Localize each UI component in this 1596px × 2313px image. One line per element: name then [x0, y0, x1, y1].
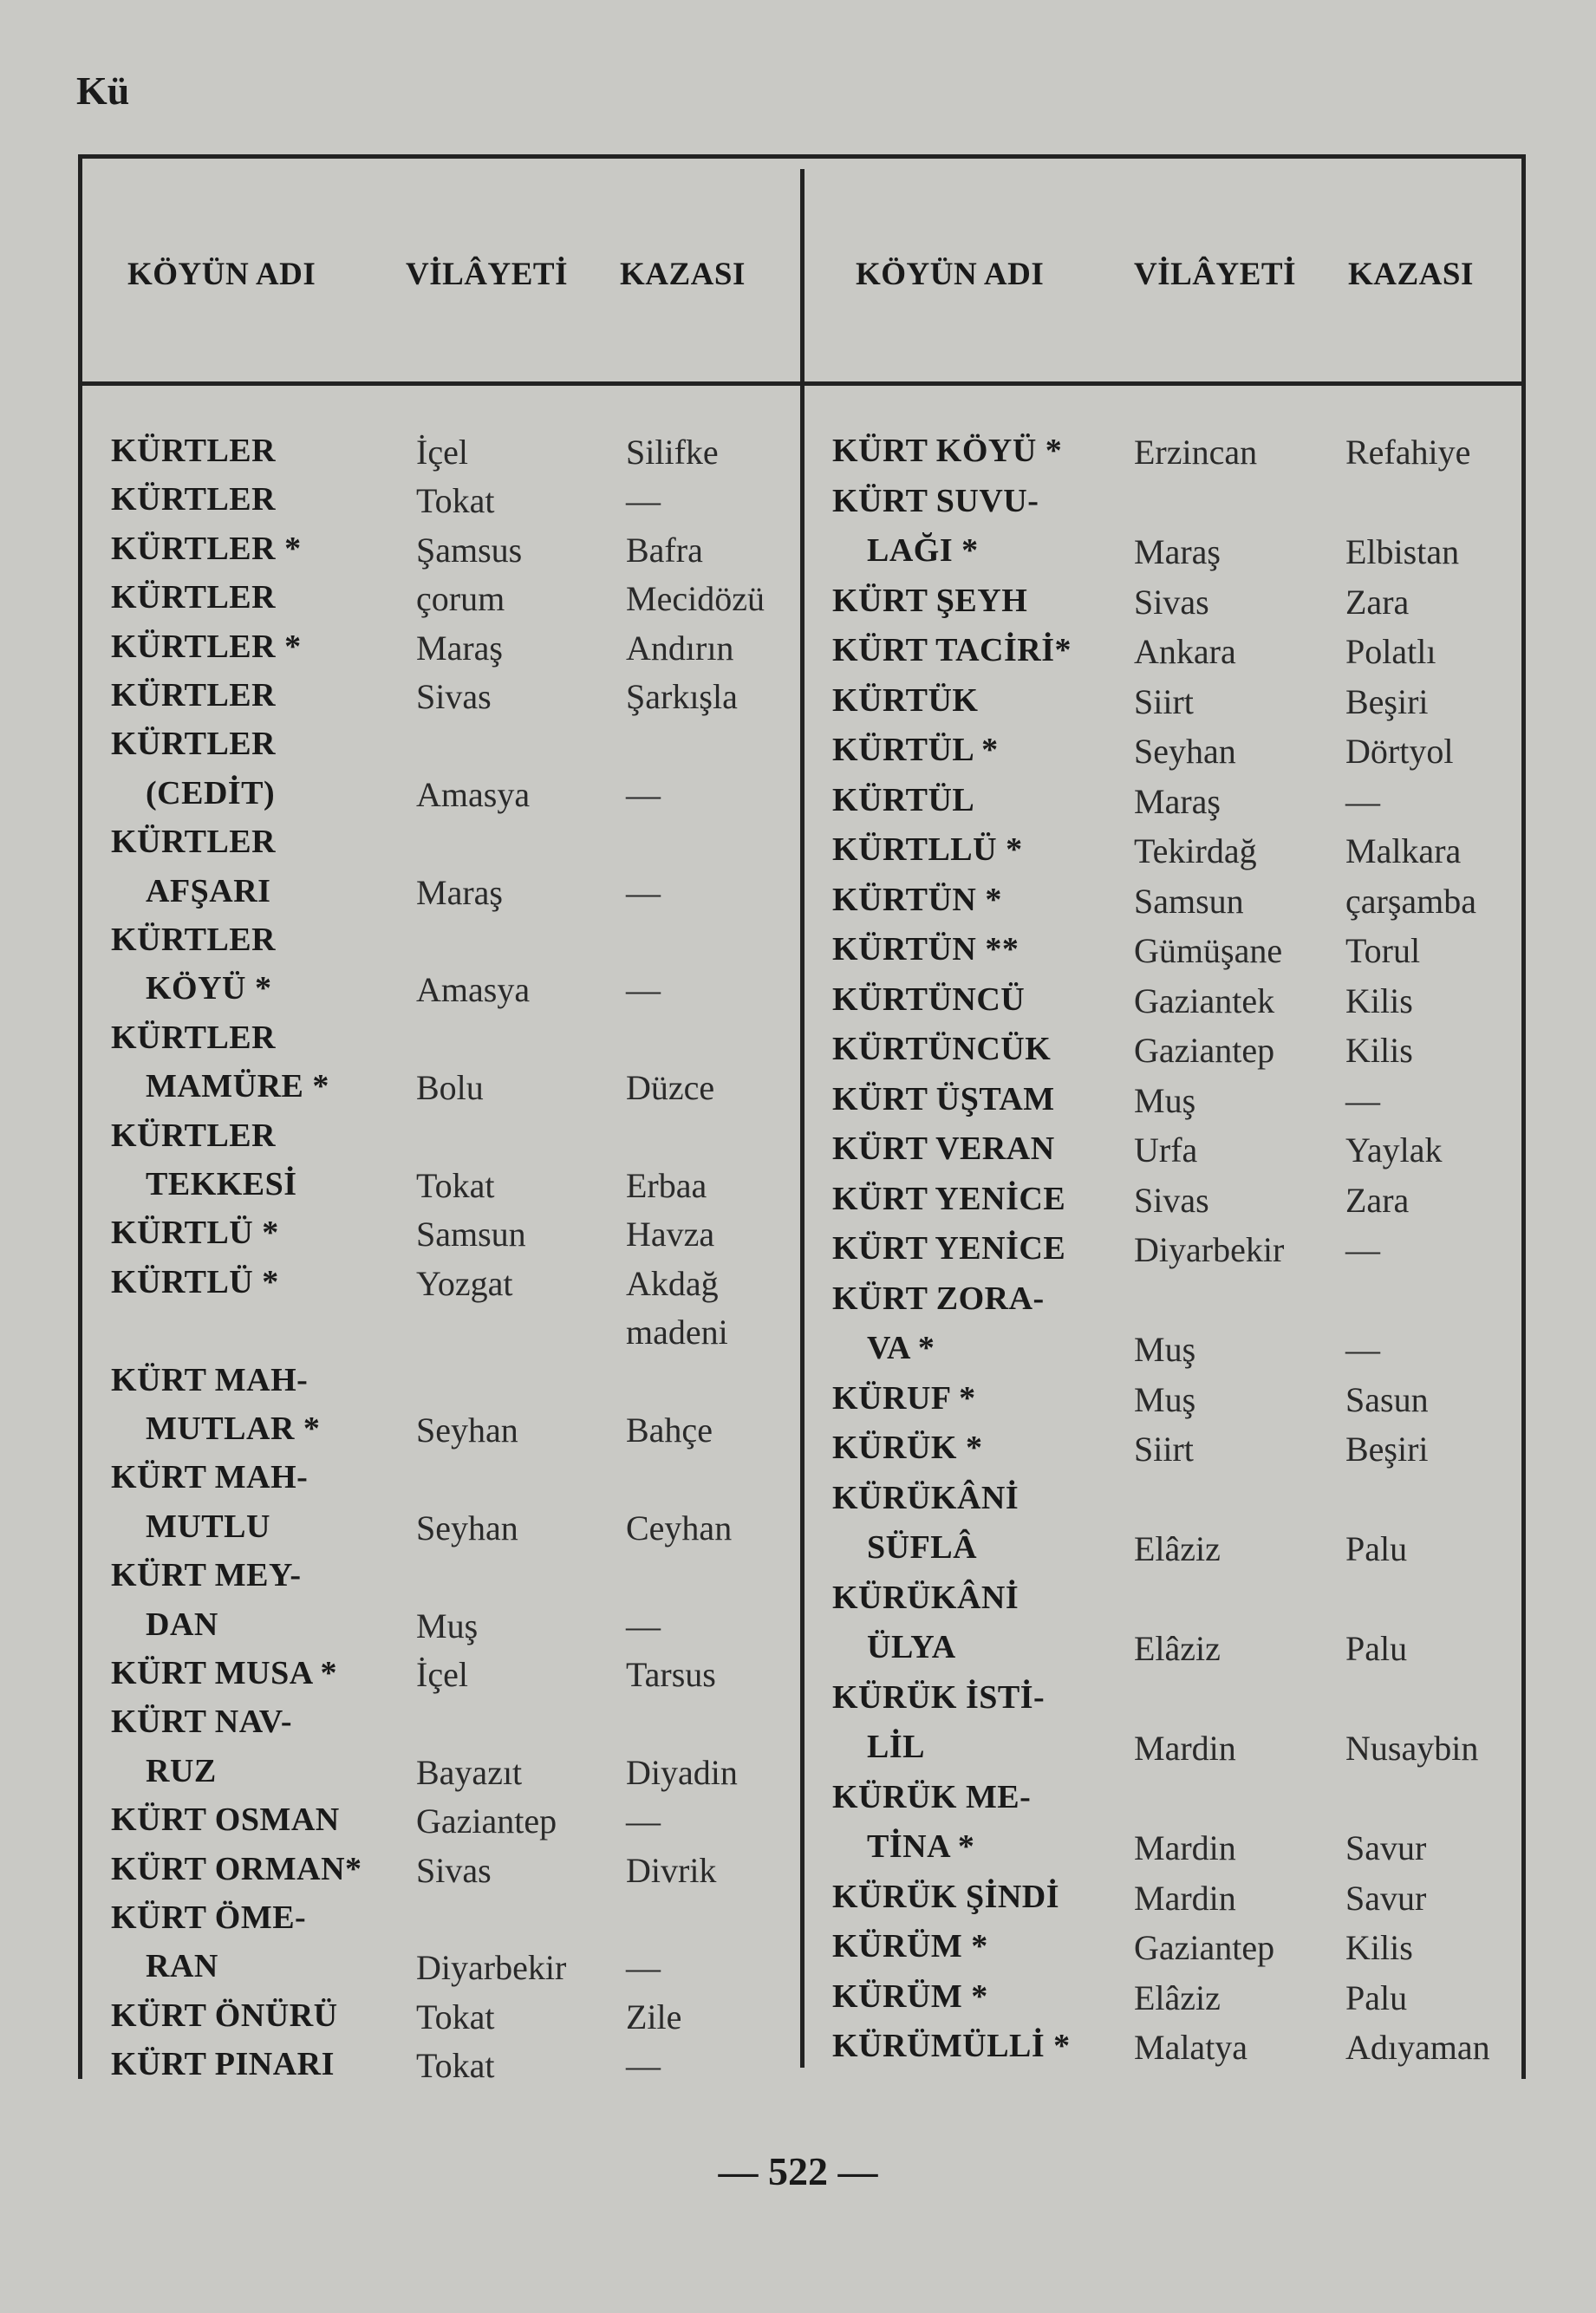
district-name: Şarkışla: [626, 677, 738, 716]
village-name: KÜRT MEY-: [111, 1557, 302, 1594]
village-name: KÜRTLER: [111, 1019, 277, 1056]
province-name: Elâziz: [1134, 1629, 1221, 1668]
village-name: KÜRTLER: [111, 1117, 277, 1154]
village-name: TEKKESİ: [146, 1166, 297, 1202]
village-name: KÜRT VERAN: [832, 1130, 1055, 1167]
province-name: Gaziantep: [1134, 1031, 1275, 1070]
village-name: MUTLAR *: [146, 1411, 321, 1447]
province-name: Amasya: [416, 774, 531, 814]
district-name: Ceyhan: [626, 1508, 733, 1547]
district-name: Mecidözü: [626, 579, 765, 619]
province-name: Maraş: [416, 628, 503, 668]
province-name: Mardin: [1134, 1828, 1236, 1867]
province-name: Tokat: [416, 1166, 495, 1205]
village-name: KÜRÜKÂNİ: [832, 1479, 1019, 1516]
district-name: Erbaa: [626, 1166, 707, 1205]
district-name: —: [626, 481, 661, 521]
district-name: Diyadin: [626, 1752, 738, 1792]
province-name: Bayazıt: [416, 1752, 523, 1792]
district-name: Elbistan: [1345, 532, 1460, 571]
province-name: Siirt: [1134, 681, 1194, 721]
district-name: Savur: [1345, 1878, 1427, 1918]
province-name: Diyarbekir: [416, 1948, 567, 1988]
district-name: Beşiri: [1345, 1430, 1429, 1469]
district-name: Kilis: [1345, 981, 1413, 1020]
village-name: KÜRT ÜŞTAM: [832, 1080, 1055, 1117]
province-name: Urfa: [1134, 1130, 1198, 1170]
province-name: Maraş: [416, 872, 503, 912]
province-name: Siirt: [1134, 1430, 1194, 1469]
district-name: —: [626, 1948, 661, 1988]
col-header-right-village: KÖYÜN ADI: [856, 257, 1045, 292]
district-name: —: [626, 1606, 661, 1645]
district-name: madeni: [626, 1313, 728, 1352]
village-name: KÜRTLER: [111, 481, 277, 518]
district-name: Beşiri: [1345, 681, 1429, 721]
district-name: Havza: [626, 1215, 715, 1254]
district-name: —: [1345, 781, 1380, 821]
district-name: Zile: [626, 1997, 682, 2036]
district-name: —: [626, 2046, 661, 2086]
village-name: KÜRTLÜ *: [111, 1215, 279, 1252]
district-name: Andırın: [626, 628, 734, 668]
district-name: Polatlı: [1345, 632, 1436, 671]
district-name: Bafra: [626, 530, 703, 570]
province-name: Muş: [1134, 1379, 1196, 1419]
village-name: KÜRTÜL *: [832, 732, 999, 768]
village-name: KÜRTLÜ *: [111, 1263, 279, 1300]
province-name: İçel: [416, 1655, 468, 1694]
district-name: —: [626, 970, 661, 1010]
village-name: (CEDİT): [146, 774, 276, 811]
province-name: Diyarbekir: [1134, 1230, 1285, 1269]
district-name: —: [626, 774, 661, 814]
village-name: KÜRÜMÜLLİ *: [832, 2028, 1071, 2064]
district-name: Adıyaman: [1345, 2028, 1490, 2067]
province-name: Seyhan: [416, 1411, 518, 1450]
village-name: KÜRTÜN **: [832, 931, 1019, 968]
village-name: KÜRT NAV-: [111, 1704, 293, 1741]
village-name: VA *: [867, 1330, 935, 1366]
village-name: RAN: [146, 1948, 218, 1985]
district-name: Palu: [1345, 1629, 1408, 1668]
district-name: Dörtyol: [1345, 732, 1454, 771]
village-name: KÜRTÜL: [832, 781, 975, 818]
district-name: Zara: [1345, 1180, 1410, 1220]
province-name: Gümüşane: [1134, 931, 1283, 970]
running-head: Kü: [76, 68, 130, 113]
col-header-left-village: KÖYÜN ADI: [127, 257, 316, 292]
province-name: Amasya: [416, 970, 531, 1010]
village-name: KÜRT ŞEYH: [832, 582, 1028, 619]
village-name: KÜRÜKÂNİ: [832, 1579, 1019, 1616]
province-name: Tokat: [416, 2046, 495, 2086]
province-name: Tokat: [416, 481, 495, 521]
district-name: Palu: [1345, 1529, 1408, 1568]
province-name: Elâziz: [1134, 1529, 1221, 1568]
province-name: Samsun: [1134, 881, 1244, 921]
province-name: Mardin: [1134, 1729, 1236, 1768]
column-divider: [800, 169, 805, 2068]
province-name: Sivas: [1134, 582, 1209, 622]
village-name: KÜRT KÖYÜ *: [832, 433, 1063, 469]
village-name: KÜRT TACİRİ*: [832, 632, 1072, 668]
village-name: KÜRT MAH-: [111, 1459, 309, 1496]
province-name: Sivas: [416, 1850, 492, 1890]
village-name: KÜRT PINARI: [111, 2046, 335, 2083]
district-name: —: [1345, 1230, 1380, 1269]
province-name: Mardin: [1134, 1878, 1236, 1918]
village-name: KÜRT ÖNÜRÜ: [111, 1997, 338, 2034]
col-header-right-province: VİLÂYETİ: [1134, 257, 1296, 292]
page-number: — 522 —: [718, 2149, 878, 2193]
village-name: KÖYÜ *: [146, 970, 272, 1007]
province-name: Şamsus: [416, 530, 523, 570]
village-name: TİNA *: [867, 1828, 975, 1865]
village-name: RUZ: [146, 1752, 217, 1789]
district-name: Torul: [1345, 931, 1421, 970]
village-name: KÜRT ORMAN*: [111, 1850, 362, 1887]
village-name: ÜLYA: [867, 1629, 956, 1665]
province-name: Tekirdağ: [1134, 831, 1257, 870]
district-name: Bahçe: [626, 1411, 713, 1450]
village-name: KÜRTLLÜ *: [832, 831, 1023, 868]
village-name: KÜRUF *: [832, 1379, 976, 1417]
province-name: Seyhan: [416, 1508, 518, 1547]
province-name: Sivas: [416, 677, 492, 716]
province-name: Bolu: [416, 1068, 484, 1108]
village-name: DAN: [146, 1606, 218, 1643]
table-frame: [78, 154, 1526, 2079]
village-name: LAĞI *: [867, 532, 979, 569]
province-name: Muş: [416, 1606, 479, 1645]
province-name: İçel: [416, 433, 468, 472]
district-name: Divrik: [626, 1850, 717, 1890]
district-name: çarşamba: [1345, 881, 1477, 921]
village-name: MUTLU: [146, 1508, 270, 1545]
village-name: SÜFLÂ: [867, 1529, 978, 1566]
province-name: Yozgat: [416, 1263, 513, 1303]
district-name: Malkara: [1345, 831, 1462, 870]
village-name: AFŞARI: [146, 872, 271, 909]
province-name: Erzincan: [1134, 433, 1258, 472]
province-name: Malatya: [1134, 2028, 1248, 2067]
province-name: Muş: [1134, 1330, 1196, 1369]
village-name: KÜRTÜNCÜ: [832, 981, 1026, 1018]
village-name: LİL: [867, 1729, 925, 1765]
district-name: Kilis: [1345, 1928, 1413, 1967]
province-name: Sivas: [1134, 1180, 1209, 1220]
district-name: Savur: [1345, 1828, 1427, 1867]
col-header-left-province: VİLÂYETİ: [406, 257, 568, 292]
village-name: KÜRT YENİCE: [832, 1230, 1066, 1267]
village-name: KÜRT OSMAN: [111, 1802, 340, 1839]
district-name: Zara: [1345, 582, 1410, 622]
village-name: KÜRTÜK: [832, 681, 979, 719]
district-name: Refahiye: [1345, 433, 1471, 472]
district-name: Kilis: [1345, 1031, 1413, 1070]
village-name: KÜRT YENİCE: [832, 1180, 1066, 1217]
village-name: KÜRÜK ŞİNDİ: [832, 1878, 1060, 1915]
province-name: Gaziantep: [1134, 1928, 1275, 1967]
province-name: Gaziantep: [416, 1802, 557, 1841]
village-name: KÜRTÜN *: [832, 881, 1002, 918]
col-header-right-district: KAZASI: [1348, 257, 1474, 292]
village-name: KÜRÜK İSTİ-: [832, 1678, 1046, 1716]
district-name: Yaylak: [1345, 1130, 1443, 1170]
district-name: Nusaybin: [1345, 1729, 1479, 1768]
village-name: KÜRTLER: [111, 726, 277, 763]
province-name: Ankara: [1134, 632, 1236, 671]
village-name: KÜRÜK *: [832, 1430, 983, 1466]
district-name: —: [626, 1802, 661, 1841]
village-name: KÜRTLER: [111, 579, 277, 616]
village-name: KÜRT MAH-: [111, 1361, 309, 1398]
district-name: Sasun: [1345, 1379, 1429, 1419]
district-name: Akdağ: [626, 1263, 719, 1303]
village-name: KÜRTLER: [111, 433, 277, 469]
province-name: Maraş: [1134, 781, 1221, 821]
village-name: KÜRT SUVU-: [832, 482, 1039, 519]
district-name: Silifke: [626, 433, 719, 472]
province-name: Maraş: [1134, 532, 1221, 571]
province-name: Seyhan: [1134, 732, 1236, 771]
village-name: KÜRÜM *: [832, 1928, 988, 1964]
province-name: çorum: [416, 579, 505, 619]
village-name: MAMÜRE *: [146, 1068, 329, 1105]
village-name: KÜRTLER *: [111, 628, 302, 665]
province-name: Elâziz: [1134, 1977, 1221, 2017]
village-name: KÜRTÜNCÜK: [832, 1031, 1052, 1067]
district-name: Düzce: [626, 1068, 715, 1108]
district-name: —: [1345, 1080, 1380, 1120]
village-name: KÜRT ÖME-: [111, 1899, 307, 1936]
district-name: —: [1345, 1330, 1380, 1369]
province-name: Samsun: [416, 1215, 526, 1254]
district-name: Palu: [1345, 1977, 1408, 2017]
village-name: KÜRTLER: [111, 922, 277, 958]
district-name: Tarsus: [626, 1655, 716, 1694]
province-name: Gaziantek: [1134, 981, 1275, 1020]
village-name: KÜRT ZORA-: [832, 1280, 1045, 1317]
village-name: KÜRTLER: [111, 677, 277, 713]
district-name: —: [626, 872, 661, 912]
village-name: KÜRÜM *: [832, 1977, 988, 2015]
village-name: KÜRTLER: [111, 824, 277, 861]
col-header-left-district: KAZASI: [620, 257, 746, 292]
village-name: KÜRTLER *: [111, 530, 302, 567]
province-name: Muş: [1134, 1080, 1196, 1120]
province-name: Tokat: [416, 1997, 495, 2036]
village-name: KÜRÜK ME-: [832, 1778, 1032, 1815]
village-name: KÜRT MUSA *: [111, 1655, 338, 1691]
